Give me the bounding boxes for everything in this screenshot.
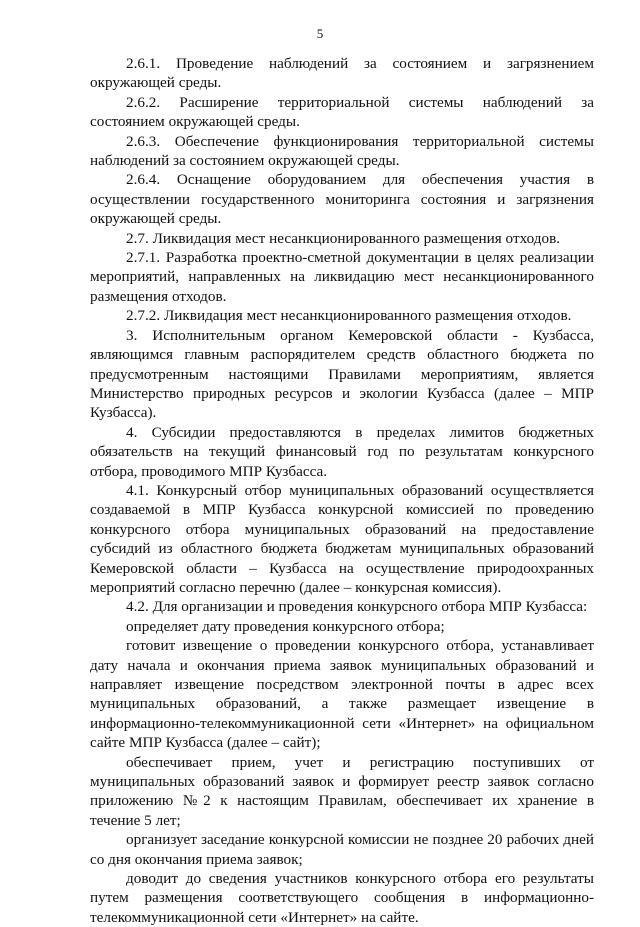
paragraph-2-7-1: 2.7.1. Разработка проектно-сметной документации в целях реализации мероприятий, направленных на ликвидацию мест несанкционированного размещения отходов. (90, 249, 594, 305)
page-number: 5 (316, 26, 324, 41)
paragraph-4-1: 4.1. Конкурсный отбор муниципальных образований осуществляется создаваемой в МПР Кузбасса конкурсной комиссией по проведению конкурсного отбора муниципальных образований на предоставление субсидий из областного бюджета бюджетам муниципальных образований Кемеровской области – Кузбасса на осуществление природоохранных мероприятий согласно перечню (далее – конкурсная комиссия). (90, 481, 594, 596)
paragraph-2-7-2: 2.7.2. Ликвидация мест несанкционированного размещения отходов. (126, 307, 572, 325)
list-item-determine-date: определяет дату проведения конкурсного отбора; (126, 617, 445, 635)
list-item-register-applications: обеспечивает прием, учет и регистрацию поступивших от муниципальных образований заявок и формирует реестр заявок согласно приложению №2 к настоящим Правилам, обеспечивает их хранение в течение 5 лет; (90, 753, 594, 829)
list-item-organize-meeting: организует заседание конкурсной комиссии не позднее 20 рабочих дней со дня окончания приема заявок; (90, 831, 594, 868)
list-item-prepare-notice: готовит извещение о проведении конкурсного отбора, устанавливает дату начала и окончания приема заявок муниципальных образований и направляет извещение посредством электронной почты в адрес всех муниципальных образований, а также размещает извещение в информационно-телекоммуникационной сети «Интернет» на официальном сайте МПР Кузбасса (далее – сайт); (90, 637, 594, 752)
document-body (90, 54, 594, 927)
paragraph-2-7: 2.7. Ликвидация мест несанкционированного размещения отходов. (126, 229, 561, 247)
paragraph-2-6-3: 2.6.3. Обеспечение функционирования территориальной системы наблюдений за состоянием окружающей среды. (90, 132, 594, 170)
paragraph-4: 4. Субсидии предоставляются в пределах лимитов бюджетных обязательств на текущий финансовый год по результатам конкурсного отбора, проводимого МПР Кузбасса. (90, 423, 594, 480)
paragraph-2-6-4: 2.6.4. Оснащение оборудованием для обеспечения участия в осуществлении государственного мониторинга состояния и загрязнения окружающей среды. (90, 171, 594, 228)
paragraph-2-6-1: 2.6.1. Проведение наблюдений за состоянием и загрязнением окружающей среды. (90, 55, 594, 92)
paragraph-4-2: 4.2. Для организации и проведения конкурсного отбора МПР Кузбасса: (126, 598, 588, 616)
list-item-publish-results: доводит до сведения участников конкурсного отбора его результаты путем размещения соответствующего сообщения в информационно-телекоммуникационной сети «Интернет» на сайте. (90, 870, 594, 926)
paragraph-3: 3. Исполнительным органом Кемеровской области - Кузбасса, являющимся главным распорядителем средств областного бюджета по предусмотренным настоящими Правилами мероприятиям, является Министерство природных ресурсов и экологии Кузбасса (далее – МПР Кузбасса). (90, 326, 594, 422)
paragraph-2-6-2: 2.6.2. Расширение территориальной системы наблюдений за состоянием окружающей среды. (90, 93, 594, 131)
